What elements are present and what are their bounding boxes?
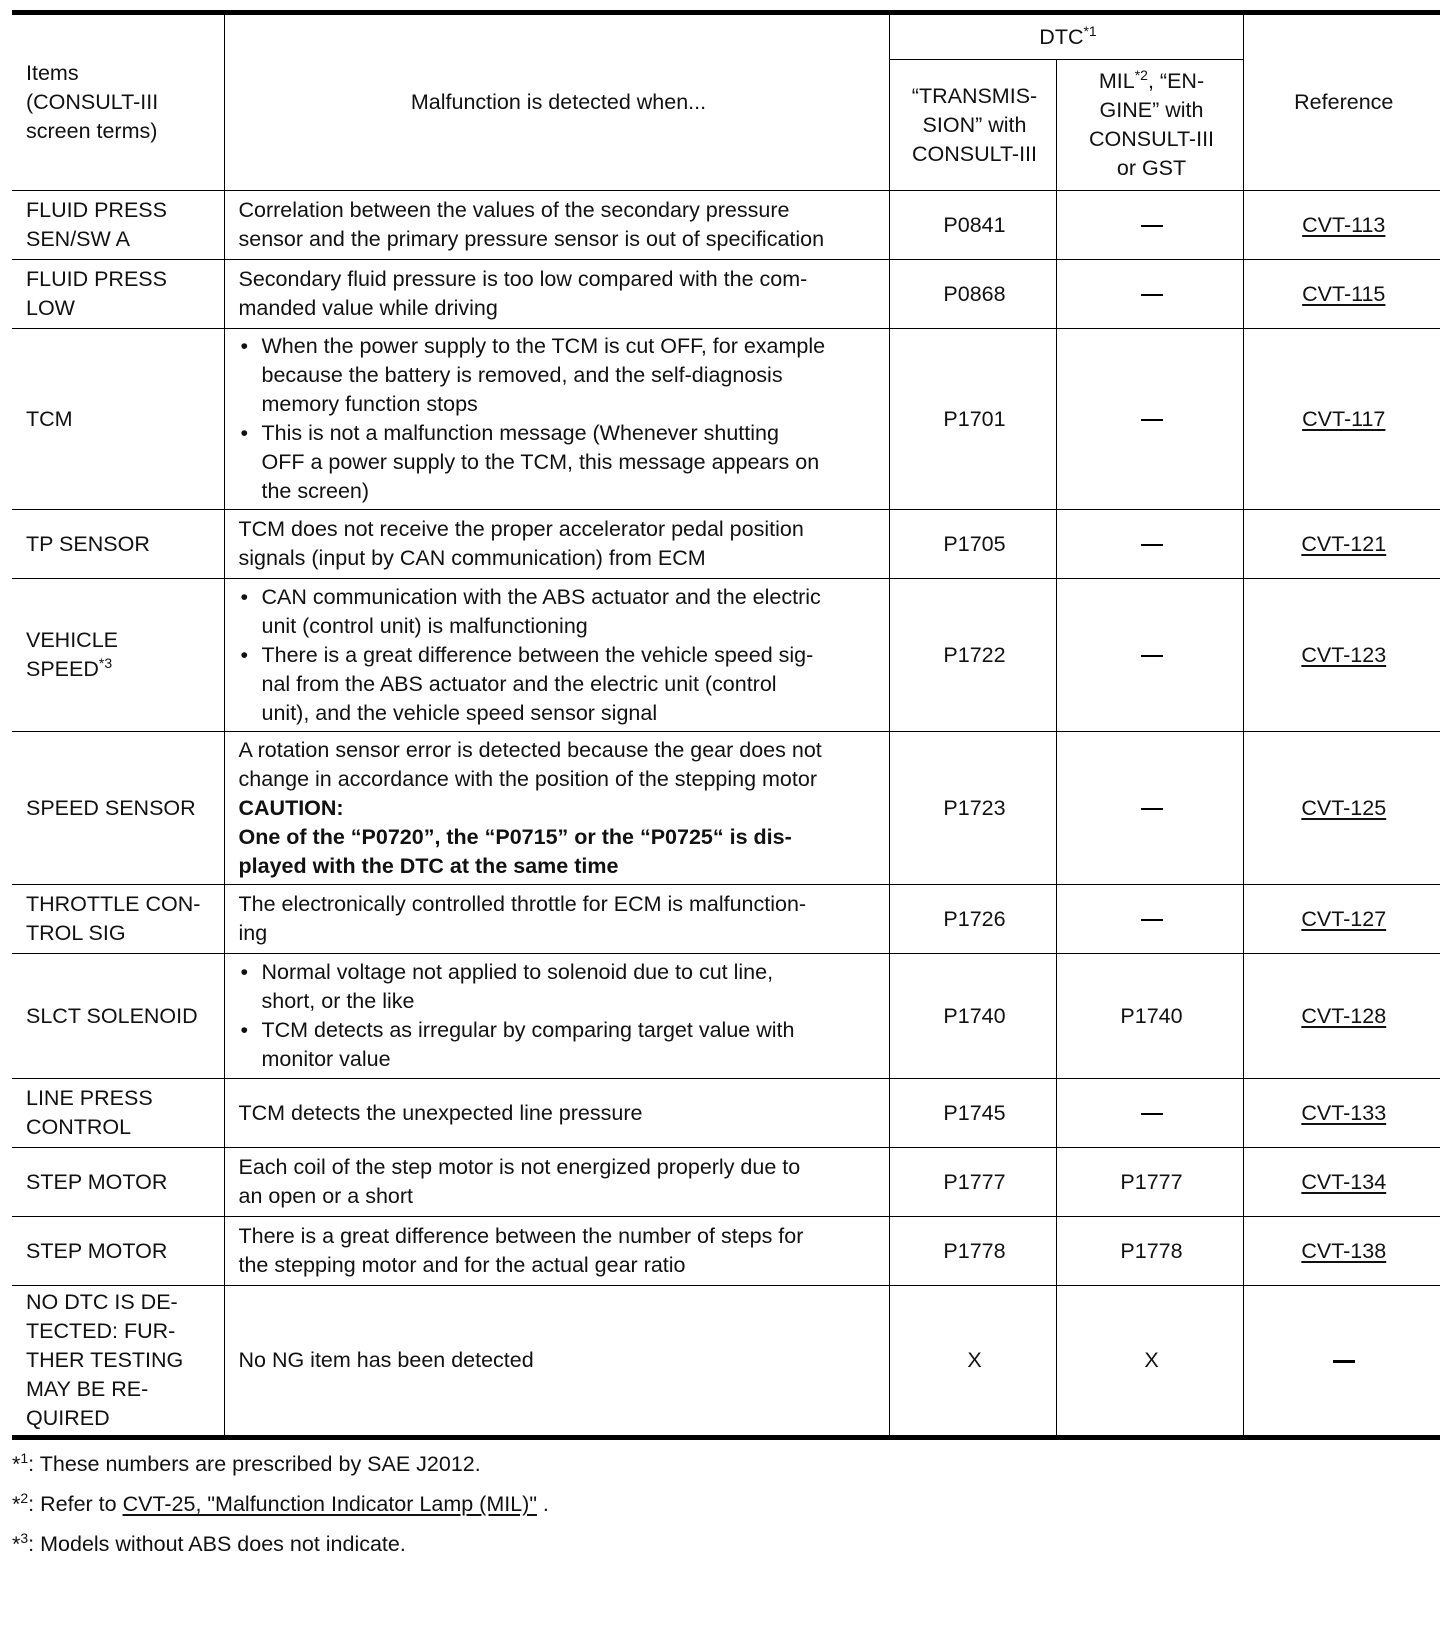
description-cell (224, 885, 889, 954)
footnotes (12, 1450, 1440, 1559)
mil-dtc (1056, 885, 1243, 954)
item-cell (12, 329, 224, 510)
item-cell (12, 1217, 224, 1286)
bullet-line: • TCM detects as irregular by comparing target value with (261, 1018, 795, 1042)
table-row (12, 329, 1440, 510)
item-line: SEN/SW A (26, 227, 130, 251)
header-transmission-line: SION” with (922, 112, 1027, 137)
bullet-line: • Normal voltage not applied to solenoid due to cut line, (261, 960, 774, 984)
dash-mark (1141, 808, 1163, 811)
reference-cell (1243, 885, 1440, 954)
dash-mark (1141, 419, 1163, 421)
header-dtc-label: DTC (1039, 24, 1084, 49)
bullet-line: the screen) (261, 479, 370, 503)
table-row (12, 954, 1440, 1079)
header-mil-line: or GST (1116, 156, 1187, 180)
mil-dtc: P1740 (1056, 954, 1243, 1079)
reference-cell (1243, 954, 1440, 1079)
header-items-line: Items (26, 61, 79, 85)
description-cell (224, 1286, 889, 1438)
item-line: NO DTC IS DE- (26, 1290, 178, 1314)
footnote-text: : These numbers are prescribed by SAE J2012. (28, 1452, 481, 1476)
bullet-item (239, 332, 879, 419)
footnote-mark: * (12, 1452, 21, 1476)
footnote-1 (12, 1450, 1440, 1479)
desc-line: A rotation sensor error is detected because the gear does not (238, 737, 822, 762)
header-mil (1056, 60, 1243, 191)
item-cell (12, 260, 224, 329)
bullet-list (239, 332, 879, 506)
desc-line: change in accordance with the position of the stepping motor (238, 766, 817, 791)
reference-link[interactable]: CVT-123 (1301, 642, 1387, 667)
header-transmission-line: CONSULT-III (911, 141, 1038, 166)
description-cell (224, 1217, 889, 1286)
transmission-dtc: P1723 (889, 732, 1056, 885)
reference-cell (1243, 510, 1440, 579)
item-line (26, 655, 214, 684)
header-reference: Reference (1243, 13, 1440, 191)
desc-line: There is a great difference between the number of steps for (238, 1224, 804, 1248)
transmission-dtc: P0868 (889, 260, 1056, 329)
header-dtc (889, 13, 1243, 60)
dash-mark (1141, 919, 1163, 922)
footnote-ref-1: *1 (1083, 22, 1097, 39)
bullet-line: unit), and the vehicle speed sensor signal (261, 700, 658, 725)
dash-mark (1141, 294, 1163, 297)
item-cell (12, 885, 224, 954)
header-items-line: (CONSULT-III (26, 90, 159, 114)
bullet-line: short, or the like (261, 989, 415, 1013)
bullet-line: because the battery is removed, and the self-diagnosis (261, 363, 783, 387)
description-cell (224, 191, 889, 260)
header-mil-line (1071, 67, 1233, 96)
item-cell (12, 191, 224, 260)
caution-line (239, 852, 879, 881)
dash-mark (1141, 544, 1163, 546)
dtc-table (12, 10, 1440, 1440)
header-items-line: screen terms) (26, 119, 158, 143)
footnote-2 (12, 1490, 1440, 1519)
table-row (12, 1079, 1440, 1148)
mil-dtc (1056, 579, 1243, 732)
bullet-line: • This is not a malfunction message (Whenever shutting (261, 421, 779, 445)
dash-mark (1141, 655, 1163, 657)
bullet-line: nal from the ABS actuator and the electric unit (control (261, 671, 777, 696)
reference-cell (1243, 1148, 1440, 1217)
reference-cell (1243, 1079, 1440, 1148)
bullet-line: OFF a power supply to the TCM, this message appears on (261, 450, 820, 474)
item-line: MAY BE RE- (26, 1377, 149, 1401)
item-line: FLUID PRESS (26, 267, 167, 291)
reference-link[interactable]: CVT-117 (1302, 406, 1386, 431)
table-row (12, 191, 1440, 260)
bullet-line: unit (control unit) is malfunctioning (261, 613, 588, 638)
desc-line: TCM detects the unexpected line pressure (238, 1100, 643, 1125)
reference-link[interactable]: CVT-113 (1302, 212, 1386, 237)
desc-line: the stepping motor and for the actual gear ratio (238, 1253, 686, 1277)
desc-line: an open or a short (238, 1184, 414, 1208)
reference-link[interactable]: CVT-138 (1301, 1238, 1387, 1263)
bullet-item (239, 641, 879, 728)
transmission-dtc: P1777 (889, 1148, 1056, 1217)
table-row (12, 579, 1440, 732)
transmission-dtc: P0841 (889, 191, 1056, 260)
desc-line: Each coil of the step motor is not energized properly due to (238, 1155, 801, 1179)
mil-dtc (1056, 510, 1243, 579)
bullet-list (239, 583, 879, 728)
footnote-text: : Models without ABS does not indicate. (28, 1532, 406, 1556)
header-mil-rest: , “EN- (1147, 69, 1205, 93)
caution-label: CAUTION: (238, 795, 344, 820)
footnote-text: : Refer to (28, 1492, 123, 1516)
bullet-item (239, 583, 879, 641)
reference-cell (1243, 579, 1440, 732)
document-page (12, 10, 1440, 1570)
desc-line: TCM does not receive the proper accelerator pedal position (238, 517, 804, 541)
description-cell (224, 1079, 889, 1148)
caution-text: One of the “P0720”, the “P0715” or the “P0725“ is dis- (238, 824, 792, 849)
table-row (12, 885, 1440, 954)
item-cell (12, 1148, 224, 1217)
header-transmission-line: “TRANSMIS- (911, 83, 1038, 108)
item-line: TROL SIG (26, 921, 126, 945)
footnote-mark: * (12, 1532, 21, 1556)
reference-link[interactable]: CVT-121 (1301, 531, 1387, 556)
description-cell (224, 510, 889, 579)
table-row (12, 510, 1440, 579)
item-line: STEP MOTOR (26, 1238, 168, 1263)
caution-text: played with the DTC at the same time (238, 853, 619, 878)
header-malfunction: Malfunction is detected when... (224, 13, 889, 191)
footnote-number: 2 (20, 1489, 29, 1506)
item-line: SLCT SOLENOID (26, 1003, 198, 1028)
desc-line: The electronically controlled throttle for ECM is malfunction- (238, 892, 807, 916)
transmission-dtc: P1722 (889, 579, 1056, 732)
item-line: LOW (26, 296, 75, 320)
desc-line: No NG item has been detected (238, 1348, 534, 1372)
transmission-dtc: P1745 (889, 1079, 1056, 1148)
item-line: FLUID PRESS (26, 198, 167, 222)
dash-mark (1333, 1360, 1355, 1363)
transmission-dtc: P1705 (889, 510, 1056, 579)
reference-link[interactable]: CVT-115 (1302, 281, 1386, 306)
desc-line: Secondary fluid pressure is too low compared with the com- (238, 267, 808, 291)
header-transmission (889, 60, 1056, 191)
item-line: STEP MOTOR (26, 1169, 168, 1194)
bullet-list (239, 958, 879, 1074)
table-row (12, 1286, 1440, 1438)
item-line: TP SENSOR (26, 531, 150, 556)
header-items (12, 13, 224, 191)
footnote-mark: * (12, 1492, 21, 1516)
item-line: SPEED SENSOR (26, 795, 196, 820)
description-cell (224, 732, 889, 885)
mil-dtc: P1778 (1056, 1217, 1243, 1286)
reference-link[interactable]: CVT-125 (1301, 795, 1387, 820)
reference-link[interactable]: CVT-133 (1301, 1100, 1387, 1125)
description-cell (224, 1148, 889, 1217)
transmission-dtc: P1726 (889, 885, 1056, 954)
item-cell (12, 510, 224, 579)
bullet-line: monitor value (261, 1047, 391, 1071)
description-cell (224, 579, 889, 732)
description-cell (224, 954, 889, 1079)
mil-dtc (1056, 732, 1243, 885)
bullet-item (239, 1016, 879, 1074)
transmission-dtc: X (889, 1286, 1056, 1438)
bullet-item (239, 419, 879, 506)
reference-link[interactable]: CVT-128 (1301, 1003, 1387, 1028)
mil-dtc: X (1056, 1286, 1243, 1438)
bullet-item (239, 958, 879, 1016)
bullet-line: • There is a great difference between the vehicle speed sig- (261, 642, 814, 667)
header-mil-line: GINE” with (1099, 98, 1204, 122)
item-cell (12, 732, 224, 885)
caution-line (239, 823, 879, 852)
reference-cell (1243, 732, 1440, 885)
reference-link[interactable]: CVT-127 (1301, 906, 1387, 931)
item-line: THER TESTING (26, 1348, 184, 1372)
footnote-ref-3: *3 (98, 654, 113, 671)
bullet-line: • CAN communication with the ABS actuator and the electric (261, 584, 821, 609)
mil-dtc (1056, 191, 1243, 260)
item-text: SPEED (26, 657, 99, 681)
bullet-line: • When the power supply to the TCM is cut OFF, for example (261, 334, 826, 358)
transmission-dtc: P1740 (889, 954, 1056, 1079)
caution-title (239, 794, 879, 823)
item-cell (12, 1079, 224, 1148)
desc-line: manded value while driving (238, 296, 498, 320)
table-row (12, 732, 1440, 885)
bullet-line: memory function stops (261, 392, 478, 416)
transmission-dtc: P1778 (889, 1217, 1056, 1286)
reference-cell (1243, 191, 1440, 260)
item-line: CONTROL (26, 1115, 132, 1139)
header-mil-line: CONSULT-III (1088, 127, 1215, 151)
reference-cell (1243, 1217, 1440, 1286)
footnote-link[interactable]: CVT-25, "Malfunction Indicator Lamp (MIL)" (122, 1492, 537, 1516)
item-line: TECTED: FUR- (26, 1319, 176, 1343)
dash-mark (1141, 1113, 1163, 1116)
footnote-after: . (536, 1492, 549, 1516)
table-row (12, 1217, 1440, 1286)
mil-dtc (1056, 260, 1243, 329)
mil-dtc (1056, 329, 1243, 510)
mil-dtc (1056, 1079, 1243, 1148)
desc-line: signals (input by CAN communication) from ECM (238, 546, 706, 570)
reference-cell (1243, 260, 1440, 329)
item-line: THROTTLE CON- (26, 892, 201, 916)
table-row (12, 260, 1440, 329)
item-line: LINE PRESS (26, 1086, 153, 1110)
item-line: TCM (26, 406, 73, 431)
transmission-dtc: P1701 (889, 329, 1056, 510)
reference-link[interactable]: CVT-134 (1301, 1169, 1387, 1194)
footnote-ref-2: *2 (1134, 66, 1148, 83)
item-cell (12, 579, 224, 732)
description-cell (224, 260, 889, 329)
desc-line: Correlation between the values of the secondary pressure (238, 198, 790, 222)
mil-dtc: P1777 (1056, 1148, 1243, 1217)
footnote-number: 1 (20, 1449, 29, 1466)
reference-cell (1243, 1286, 1440, 1438)
item-line: VEHICLE (26, 628, 119, 652)
header-mil-prefix: MIL (1098, 69, 1135, 93)
dash-mark (1141, 225, 1163, 228)
item-line: QUIRED (26, 1406, 110, 1430)
reference-cell (1243, 329, 1440, 510)
footnote-3 (12, 1530, 1440, 1559)
table-row (12, 1148, 1440, 1217)
item-cell (12, 1286, 224, 1438)
desc-line: ing (238, 921, 268, 945)
desc-line: sensor and the primary pressure sensor is out of specification (238, 227, 825, 251)
description-cell (224, 329, 889, 510)
footnote-number: 3 (20, 1529, 29, 1546)
item-cell (12, 954, 224, 1079)
